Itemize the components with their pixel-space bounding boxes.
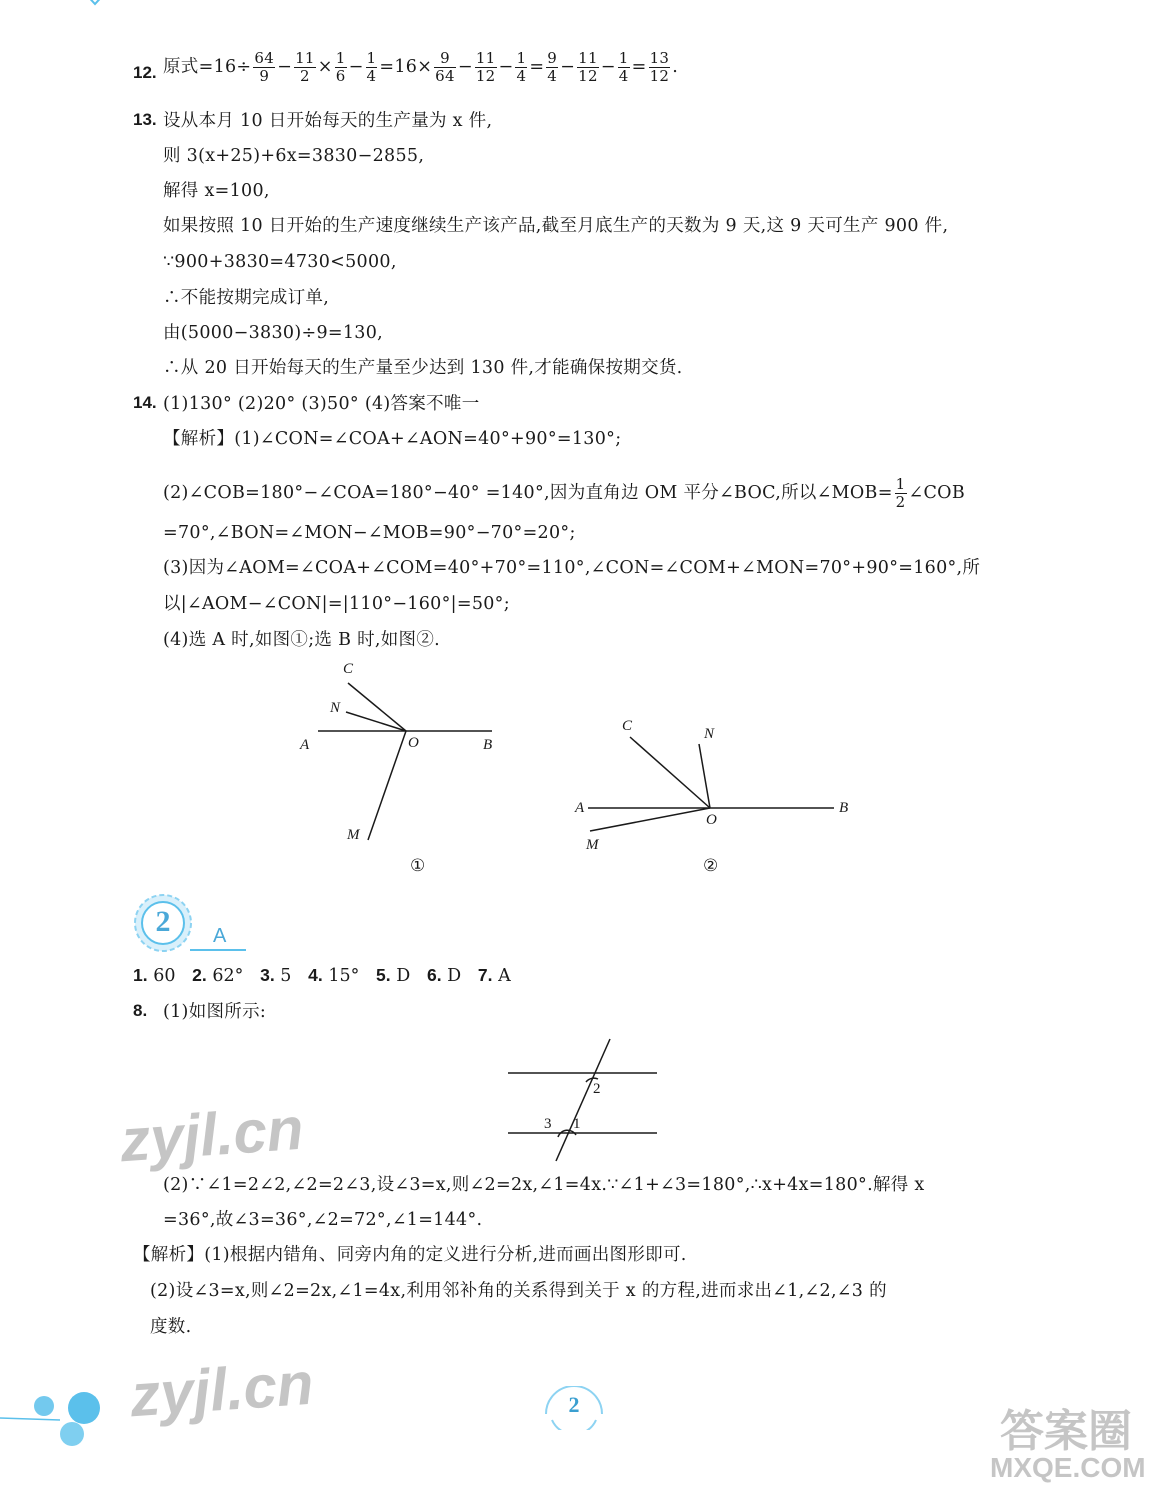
question-number: 13. (133, 110, 157, 129)
fig1-label-m: M (347, 827, 360, 843)
section-label: A (213, 925, 227, 947)
fig2-label-m: M (586, 837, 599, 853)
page-number-badge (540, 1386, 608, 1430)
q8-analysis-1: 【解析】(1)根据内错角、同旁内角的定义进行分析,进而画出图形即可. (133, 1245, 687, 1265)
q8-analysis-2: (2)设∠3=x,则∠2=2x,∠1=4x,利用邻补角的关系得到关于 x 的方程,进而求出∠1,∠2,∠3 的 (150, 1281, 887, 1301)
fig1-label-n: N (330, 700, 341, 716)
q14-analysis-1: 【解析】(1)∠CON=∠COA+∠AON=40°+90°=130°; (163, 429, 622, 449)
q13-line: 由(5000−3830)÷9=130, (163, 323, 384, 343)
q13-line: ∵900+3830=4730<5000, (163, 252, 397, 272)
q13-line: 解得 x=100, (163, 181, 270, 201)
q8-line-3: =36°,故∠3=36°,∠2=72°,∠1=144°. (163, 1210, 483, 1230)
section-number: 2 (155, 905, 171, 938)
watermark: MXQE.COM (990, 1452, 1146, 1483)
watermark: zyjl.cn (117, 1094, 306, 1175)
answer-row: 1. 60 2. 62° 3. 5 4. 15° 5. D 6. D 7. A (133, 965, 511, 986)
q14-analysis-6: (4)选 A 时,如图①;选 B 时,如图②. (163, 630, 441, 650)
footer-decoration (0, 1390, 120, 1460)
question-number: 14. (133, 393, 157, 412)
q8-line-1: (1)如图所示: (163, 1002, 267, 1022)
fig1-label-o: O (408, 735, 419, 751)
fig2-label-n: N (704, 726, 715, 742)
question-number: 8. (133, 1001, 148, 1020)
angle-1-label: 1 (573, 1116, 581, 1132)
q13-line: 如果按照 10 日开始的生产速度继续生产该产品,截至月底生产的天数为 9 天,这 9 天可生产 900 件, (163, 216, 949, 236)
fig1-label-b: B (483, 737, 493, 753)
page-number: 2 (568, 1392, 580, 1417)
question-number: 12. (133, 63, 157, 82)
q14-answer: (1)130° (2)20° (3)50° (4)答案不唯一 (163, 394, 480, 414)
watermark: 答案圈 (1000, 1407, 1132, 1456)
q13-line: ∴不能按期完成订单, (163, 288, 330, 308)
q14-analysis-3: =70°,∠BON=∠MON−∠MOB=90°−70°=20°; (163, 523, 576, 543)
q8-analysis-3: 度数. (150, 1317, 192, 1337)
q13-line: 则 3(x+25)+6x=3830−2855, (163, 146, 425, 166)
angle-2-label: 2 (593, 1081, 601, 1097)
q13-line: ∴从 20 日开始每天的生产量至少达到 130 件,才能确保按期交货. (163, 358, 683, 378)
section-underline (190, 949, 246, 951)
fig2-caption: ② (703, 856, 719, 876)
q14-analysis-5: 以|∠AOM−∠CON|=|110°−160°|=50°; (163, 594, 510, 614)
fig1-caption: ① (410, 856, 426, 876)
q8-line-2: (2)∵∠1=2∠2,∠2=2∠3,设∠3=x,则∠2=2x,∠1=4x.∵∠1+∠3=180°,∴x+4x=180°.解得 x (163, 1175, 925, 1195)
fig1-label-a: A (300, 737, 310, 753)
q12-formula: 原式=16÷ $\frac{64}{9}$ − $\frac{11}{2}$ × $\frac{1}{6}$ − $\frac{1}{4}$ =16× $\frac{9}{64}$ − $\frac{11}{12}$ − $\frac{1}{4}$ = $\frac{9}{4}$ − $\frac{11}{12}$ − $\frac{1}{4}$ = $\frac{13}{12}$ . (163, 49, 679, 85)
angle-3-label: 3 (544, 1116, 552, 1132)
fig2-label-c: C (622, 718, 633, 734)
watermark: zyjl.cn (127, 1349, 316, 1430)
figure-parallel-lines (500, 1035, 670, 1165)
q14-analysis-4: (3)因为∠AOM=∠COA+∠COM=40°+70°=110°,∠CON=∠COM+∠MON=70°+90°=160°,所 (163, 558, 981, 578)
fig2-label-b: B (839, 800, 849, 816)
q14-analysis-2: (2)∠COB=180°−∠COA=180°−40° =140°,因为直角边 OM 平分∠BOC,所以∠MOB= $\frac{1}{2}$ ∠COB (163, 475, 965, 511)
section-badge (133, 893, 193, 953)
fig1-label-c: C (343, 661, 354, 677)
fig2-label-o: O (706, 812, 717, 828)
fig2-label-a: A (575, 800, 585, 816)
q13-line: 设从本月 10 日开始每天的生产量为 x 件, (163, 111, 493, 131)
